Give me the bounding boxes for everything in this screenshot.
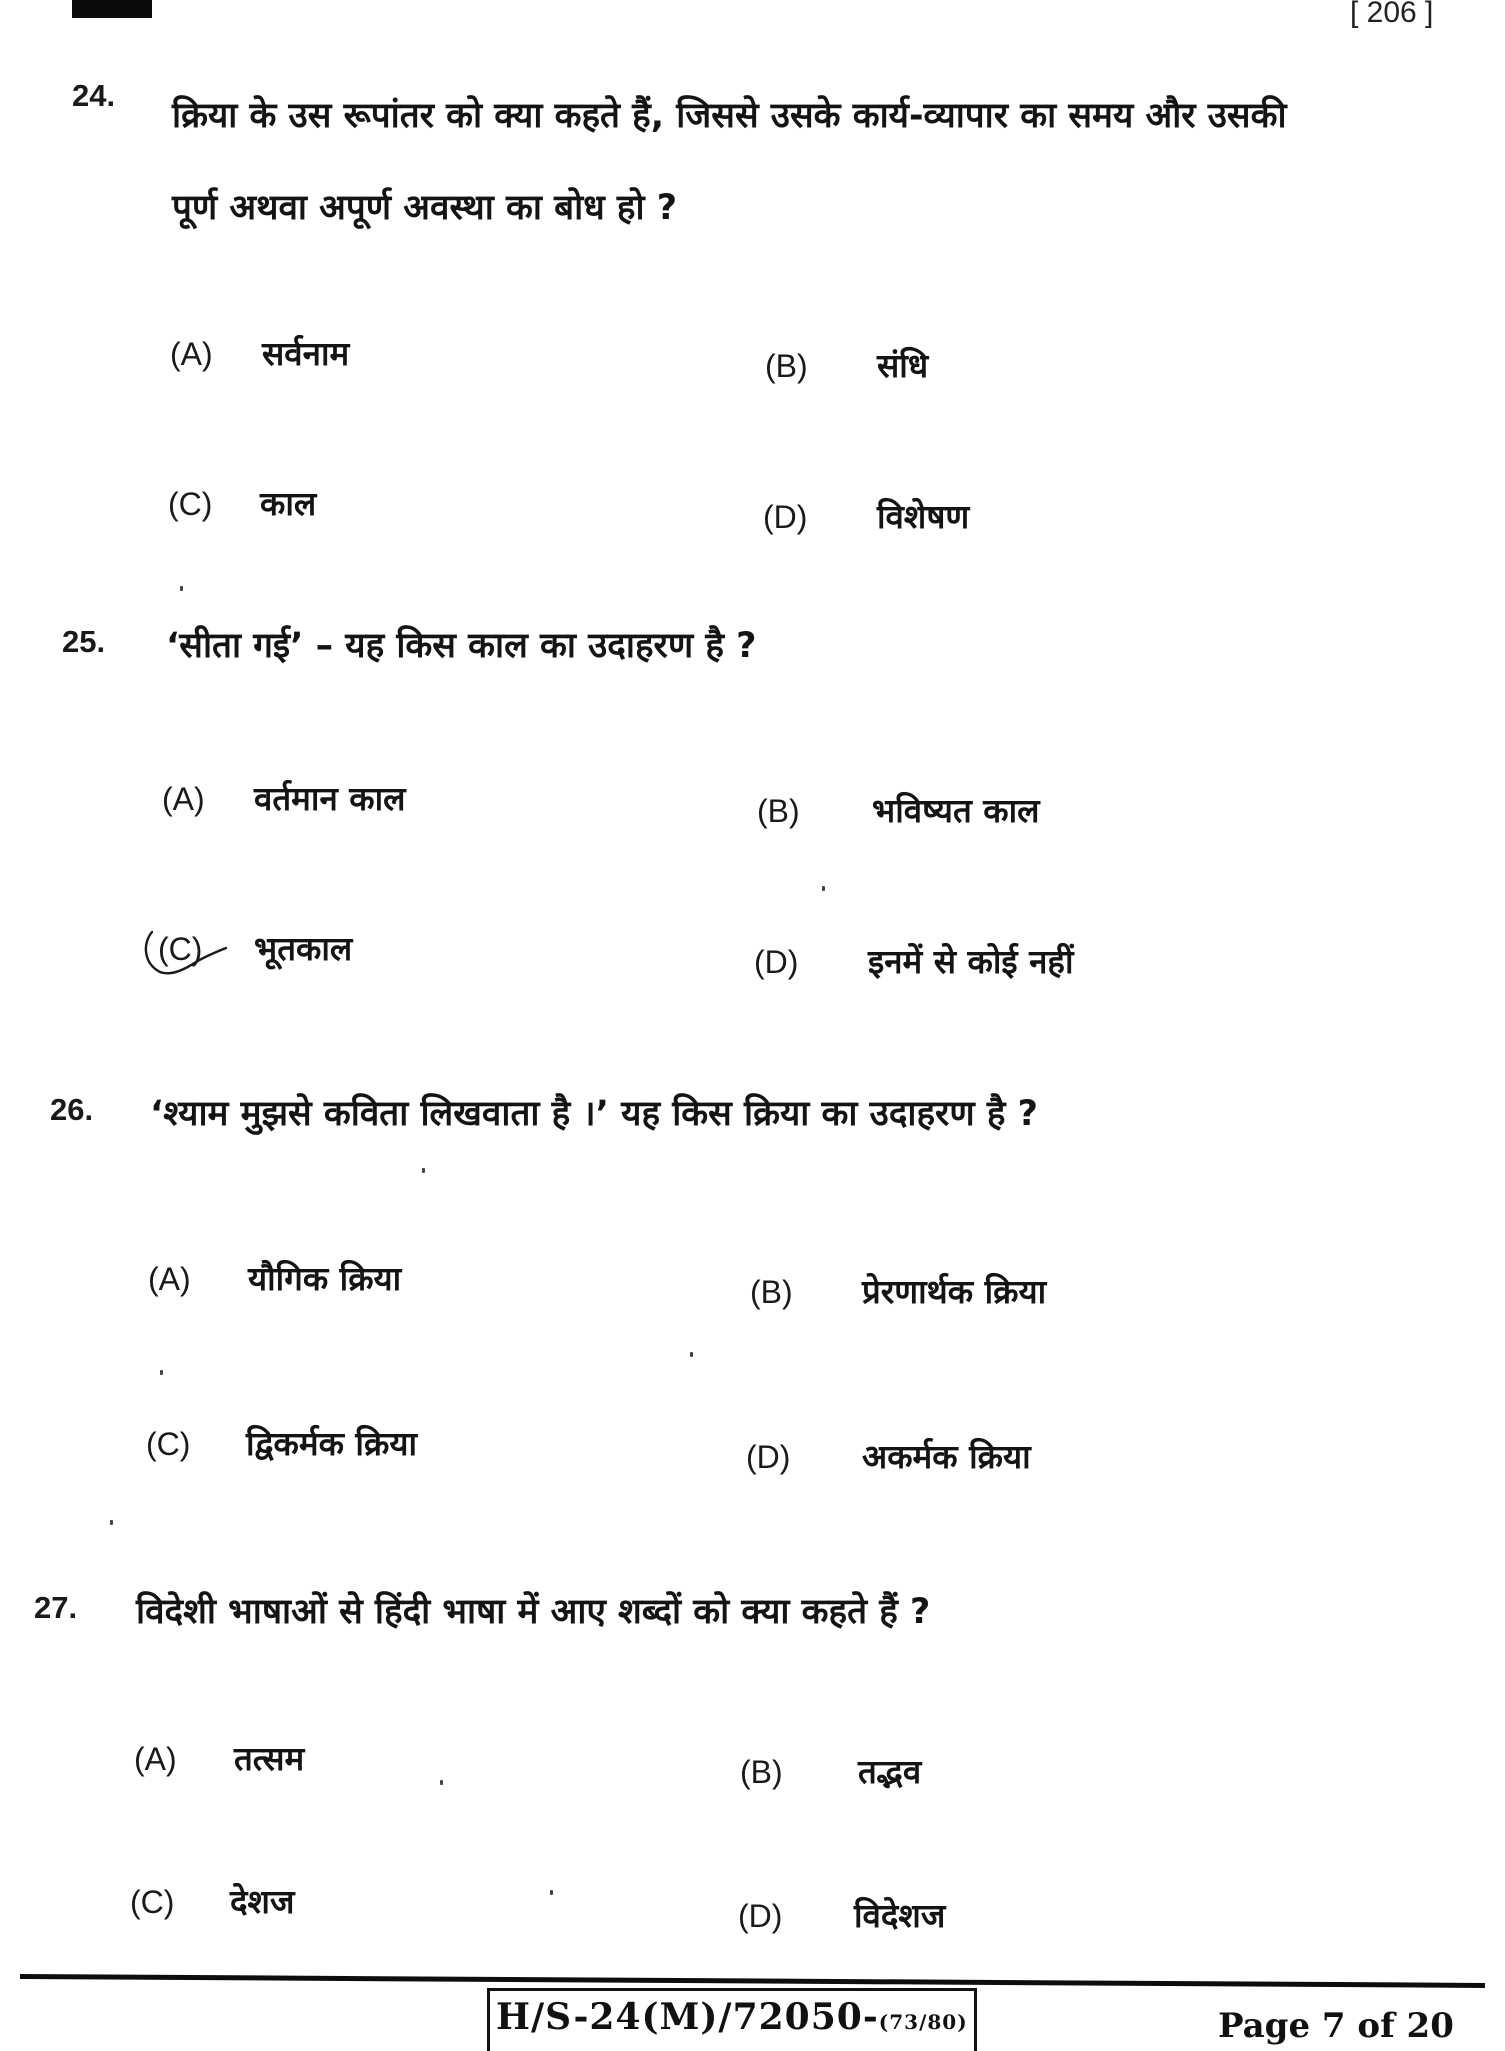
option-d[interactable] — [754, 938, 1074, 983]
scan-speck — [440, 1780, 443, 1785]
option-c[interactable] — [146, 1420, 417, 1465]
question-number: 24. — [72, 78, 116, 113]
paper-code-small: (73/80) — [878, 2010, 968, 2034]
question-text-line1: क्रिया के उस रूपांतर को क्या कहते हैं, जिससे उसके कार्य-व्यापार का समय और उसकी — [172, 96, 1287, 136]
scan-speck — [180, 586, 183, 591]
option-text: प्रेरणार्थक क्रिया — [862, 1272, 1047, 1311]
option-label: (A) — [148, 1261, 191, 1297]
option-text: इनमें से कोई नहीं — [868, 942, 1074, 981]
option-label: (B) — [750, 1274, 793, 1310]
option-text: देशज — [230, 1882, 295, 1921]
option-text: अकर्मक क्रिया — [862, 1437, 1031, 1476]
option-text: भूतकाल — [254, 929, 353, 968]
question-number: 25. — [62, 624, 106, 659]
option-d[interactable] — [746, 1433, 1031, 1478]
option-label: (D) — [754, 944, 799, 980]
question-number: 27. — [34, 1590, 78, 1625]
option-text: विदेशज — [854, 1896, 946, 1935]
option-text: तद्भव — [858, 1752, 922, 1791]
paper-code-box — [487, 1988, 977, 2051]
option-text: संधि — [877, 346, 929, 385]
handwritten-answer-mark-icon — [140, 930, 260, 980]
option-label: (C) — [130, 1884, 175, 1920]
option-text: सर्वनाम — [262, 334, 350, 373]
option-b[interactable] — [740, 1748, 921, 1793]
scan-speck — [550, 1890, 553, 1895]
option-b[interactable] — [765, 342, 928, 387]
option-text: भविष्यत काल — [872, 791, 1040, 830]
question-number: 26. — [50, 1092, 94, 1127]
question-text-line1: ‘सीता गई’ – यह किस काल का उदाहरण है ? — [166, 626, 757, 666]
option-c[interactable] — [168, 480, 316, 525]
option-label: (D) — [763, 499, 808, 535]
option-text: वर्तमान काल — [254, 779, 406, 818]
option-text: यौगिक क्रिया — [248, 1259, 402, 1298]
option-label: (A) — [162, 781, 205, 817]
option-d[interactable] — [763, 493, 969, 538]
page-number-bracket: [ 206 ] — [1350, 0, 1434, 29]
option-label: (D) — [746, 1439, 791, 1475]
page-label: Page 7 of 20 — [1218, 2006, 1454, 2046]
option-text: तत्सम — [234, 1739, 305, 1778]
scan-speck — [690, 1352, 693, 1357]
option-label: (D) — [738, 1898, 783, 1934]
scan-speck — [110, 1520, 113, 1525]
option-a[interactable] — [148, 1255, 401, 1300]
option-a[interactable] — [170, 330, 349, 375]
option-a[interactable] — [134, 1735, 304, 1780]
option-label: (A) — [170, 336, 213, 372]
option-c[interactable] — [130, 1878, 294, 1923]
option-text: विशेषण — [877, 497, 970, 536]
option-text: काल — [260, 484, 317, 523]
option-label: (B) — [757, 793, 800, 829]
question-text-line1: विदेशी भाषाओं से हिंदी भाषा में आए शब्दों को क्या कहते हैं ? — [136, 1592, 931, 1632]
footer-divider — [20, 1974, 1485, 1988]
paper-code: H/S-24(M)/72050- — [496, 1996, 879, 2038]
option-label: (A) — [134, 1741, 177, 1777]
option-label: (B) — [765, 348, 808, 384]
scan-speck — [822, 886, 825, 891]
corner-black-mark — [72, 0, 152, 18]
option-d[interactable] — [738, 1892, 945, 1937]
option-label: (C) — [158, 931, 203, 967]
option-b[interactable] — [757, 787, 1040, 832]
option-text: द्विकर्मक क्रिया — [246, 1424, 418, 1463]
question-text-line2: पूर्ण अथवा अपूर्ण अवस्था का बोध हो ? — [172, 188, 678, 228]
scan-speck — [160, 1370, 163, 1375]
question-text-line1: ‘श्याम मुझसे कविता लिखवाता है ।’ यह किस क्रिया का उदाहरण है ? — [150, 1094, 1038, 1134]
option-a[interactable] — [162, 775, 406, 820]
option-b[interactable] — [750, 1268, 1046, 1313]
option-label: (C) — [168, 486, 213, 522]
scan-speck — [422, 1168, 425, 1173]
option-label: (C) — [146, 1426, 191, 1462]
option-label: (B) — [740, 1754, 783, 1790]
